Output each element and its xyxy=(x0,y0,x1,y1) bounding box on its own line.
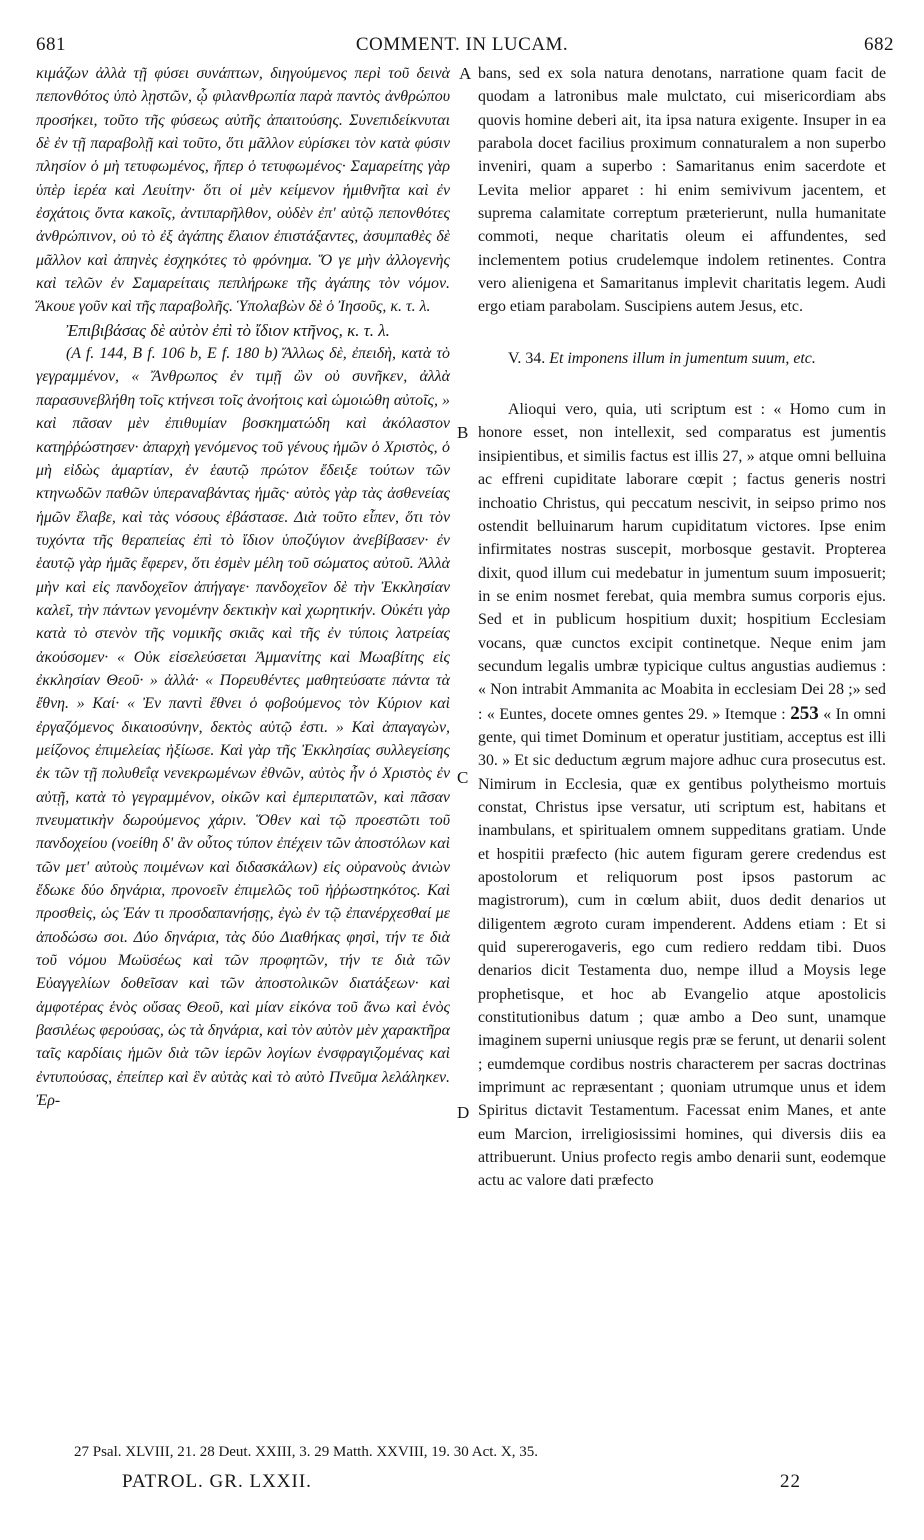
running-title: COMMENT. IN LUCAM. xyxy=(355,34,569,55)
latin-paragraph-2-part-2: « In omni gente, qui timet Dominum et operatur justitiam, acceptus est illi 30. » Et sic deductum ægrum majore adhuc cura prosecutus est. Nimirum in Ecclesia, quæ ex gentibus polytheismo mortuis constat, Christus ipse versatur, uti scriptum est, habitans et inambulans, et spiritualem omnem suppeditans gratiam. Unde et hospitii præfecto (hic autem figuram gerere credendus est apostolorum et reliquorum post ipsos pastorum ac magistrorum), cum in cœlum abiit, duos dedit denarios ut diligentem ægroto curam impenderent. Addens etiam : Et si quid supererogaveris, ego cum rediero reddam tibi. Duos denarios dicit Testamenta duo, nempe illud a Moysis lege prophetisque, et hoc ab Evangelio atque apostolicis constitutionibus datum ; quæ ambo a Deo sunt, unamque imaginem superni uniusque regis præ se ferunt, ut denarii solent ; eumdemque cordibus nostris characterem per sacras doctrinas imprimunt ac repræsentant ; quoniam utrumque unus et idem Spiritus dictavit Testamentum. Facessat enim Manes, et ante eum Marcion, irreligiosissimi homines, qui diversis diis ea attribuerunt. Unius profecto regis ambo denarii sunt, eodemque actu ac valore dati præfecto xyxy=(478,705,886,1190)
series-footer: PATROL. GR. LXXII. xyxy=(122,1471,312,1492)
signature-mark: 22 xyxy=(780,1471,801,1492)
latin-lemma-verse: V. 34. xyxy=(508,349,546,367)
latin-lemma xyxy=(478,347,886,370)
latin-lemma-text: Et imponens illum in jumentum suum, etc. xyxy=(549,349,816,367)
latin-paragraph-2 xyxy=(478,398,886,1193)
margin-marker-b: B xyxy=(457,423,469,442)
greek-column xyxy=(36,62,450,1112)
latin-column xyxy=(478,62,886,1193)
margin-marker-d: D xyxy=(457,1103,470,1122)
greek-paragraph-2: (A f. 144, B f. 106 b, E f. 180 b) Ἄλλως δὲ, ἐπειδὴ, κατὰ τὸ γεγραμμένον, « Ἄνθρωπος ἐν τιμῇ ὢν οὐ συνῆκεν, ἀλλὰ παρασυνεβλήθη τοῖς κτήνεσι τοῖς ἀνοήτοις καὶ ὡμοιώθη αὐτοῖς, » καὶ πᾶσαν μὲν ἐπιθυμίαν βοσκηματώδη καὶ ἀκόλαστον κατηῤῥώστησεν· ἀπαρχὴ γενόμενος τοῦ γένους ἡμῶν ὁ Χριστὸς, ὁ μὴ εἰδὼς ἁμαρτίαν, ἐν ἑαυτῷ πρώτον ἔδειξε τούτων τῶν κτηνωδῶν παθῶν ὑπεραναβάντας ἡμᾶς· αὐτὸς γὰρ τὰς ἀσθενείας ἡμῶν ἔλαβε, καὶ τὰς νόσους ἐβάστασε. Διὰ τοῦτο εἶπεν, ὅτι τὸν τυχόντα τῆς θεραπείας ἐπὶ τὸ ἴδιον ὑποζύγιον ἀνεβίβασεν· ἐν ἑαυτῷ γὰρ ἡμᾶς ἔφερεν, ὅτι ἐσμὲν μέλη τοῦ σώματος αὐτοῦ. Ἀλλὰ μὴν καὶ εἰς πανδοχεῖον ἀπήγαγε· πανδοχεῖον δὲ τὴν Ἐκκλησίαν καλεῖ, τὴν πάντων γενομένην δεκτικὴν καὶ χωρητικήν. Οὐκέτι γὰρ κατὰ τὸ στενὸν τῆς νομικῆς σκιᾶς καὶ τῆς ἐν τύποις λατρείας ἀκούσομεν· « Οὐκ εἰσελεύσεται Ἀμμανίτης καὶ Μωαβίτης εἰς ἐκκλησίαν Θεοῦ· » ἀλλά· « Πορευθέντες μαθητεύσατε πάντα τὰ ἔθνη. » Καί· « Ἐν παντὶ ἔθνει ὁ φοβούμενος τὸν Κύριον καὶ ἐργαζόμενος δικαιοσύνην, δεκτὸς αὐτῷ ἐστι. » Καὶ ἀπαγαγὼν, μείζονος ἐπιμελείας ἠξίωσε. Καὶ γὰρ τῆς Ἐκκλησίας συλλεγείσης ἐκ τῶν τῇ πολυθεΐᾳ νενεκρωμένων ἐθνῶν, αὐτὸς ἦν ὁ Χριστὸς ἐν αὐτῇ, κατὰ τὸ γεγραμμένον, οἰκῶν καὶ ἐμπεριπατῶν, καὶ πᾶσαν πνευματικὴν δωρούμενος χάριν. Ὅθεν καὶ τῷ προεστῶτι τοῦ πανδοχείου (νοείθη δ' ἂν οὗτος τύπον ἐπέχειν τῶν ἀποστόλων καὶ τῶν μετ' αὐτοὺς ποιμένων καὶ διδασκάλων) εἰς οὐρανοὺς ἀνιὼν ἔδωκε δύο δηνάρια, προνοεῖν ἐπιμελῶς τοῦ ἠῤῥωστηκότος. Καὶ προσθεὶς, ὡς Ἐάν τι προσδαπανήσῃς, ἐγὼ ἐν τῷ ἐπανέρχεσθαί με ἀποδώσω σοι. Δύο δηνάρια, τὰς δύο Διαθήκας φησὶ, τήν τε διὰ τοῦ νόμου Μωϋσέως καὶ τῶν προφητῶν, τήν τε διὰ τῶν Εὐαγγελίων δοθεῖσαν καὶ τῶν ἀποστολικῶν διατάξεων· καὶ ἀμφοτέρας ἑνὸς οὔσας Θεοῦ, καὶ μίαν εἰκόνα τοῦ ἄνω καὶ ἑνὸς βασιλέως φερούσας, ὡς τὰ δηνάρια, καὶ τὸν αὐτὸν μὲν χαρακτῆρα ταῖς καρδίαις ἡμῶν διὰ τῶν ἱερῶν λογίων ἐνσφραγιζομένας καὶ ἐντυπούσας, ἐπείπερ καὶ ἓν αὐτὰς καὶ τὸ αὐτὸ Πνεῦμα λελάληκεν. Ἐρ- xyxy=(36,345,450,1110)
greek-lemma: Ἐπιβιβάσας δὲ αὐτὸν ἐπὶ τὸ ἴδιον κτῆνος, κ. τ. λ. xyxy=(66,320,390,340)
latin-paragraph-1: bans, sed ex sola natura denotans, narratione quam facit de quodam a latronibus male mulctato, cui misericordiam abs quovis homine deberi ait, ita ipsa natura exigente. Insuper in ea parabola docet facilius proximum connaturalem a non superbo inveniri, quam a superbo : Samaritanus enim sacerdote et Levita melior apparet : hi enim semivivum jacentem, et suprema calamitate correptum præterierunt, nulla humanitate commoti, neque charitatis oleum ei affundentes, sed inclementem potius crudelemque indolem retinentes. Contra vero alienigena et Samaritanus implevit charitatis legem. Audi ergo etiam parabolam. Suscipiens autem Jesus, etc. xyxy=(478,65,886,316)
left-page-number: 681 xyxy=(36,34,66,55)
inline-page-number: 253 xyxy=(790,702,819,724)
footnotes: 27 Psal. XLVIII, 21. 28 Deut. XXIII, 3. 29 Matth. XXVIII, 19. 30 Act. X, 35. xyxy=(74,1444,538,1460)
latin-paragraph-2-part-1: Alioqui vero, quia, uti scriptum est : « Homo cum in honore esset, non intellexit, sed comparatus est jumentis insipientibus, et similis factus est illis 27, » atque omni belluina ac effreni cupiditate laborare cœpit ; factus generis nostri inchoatio Christus, qui peccatum nescivit, in seipso primo nos ostendit belluinarum harum cupiditatum victores. Ipse enim infirmitates nostras suscepit, morbosque gestavit. Propterea dixit, quod illum cui medebatur in jumentum suum imposuerit; in se enim nosmet ferebat, quia membra sumus corporis ejus. Sed et in publicum hospitium duxit; hospitium Ecclesiam vocans, quæ cunctos excipit continetque. Neque enim jam secundum legalis umbræ typicique cultus angustias audiemus : « Non intrabit Ammanita ac Moabita in ecclesiam Dei 28 ;» sed : « Euntes, docete omnes gentes 29. » Itemque : xyxy=(478,401,886,723)
right-page-number: 682 xyxy=(864,34,894,55)
margin-marker-a: A xyxy=(459,64,472,83)
greek-paragraph-1: κιμάζων ἀλλὰ τῇ φύσει συνάπτων, διηγούμενος περὶ τοῦ δεινὰ πεπονθότος ὑπὸ λῃστῶν, ᾧ φιλανθρωπία παρὰ παντὸς ἀνθρώπου προσήκει, τοῦτο τῆς φύσεως αὐτῆς ἀπαιτούσης. Συνεπιδείκνυται δὲ ἐν τῇ παραβολῇ καὶ τοῦτο, ὅτι μᾶλλον εὑρίσκει τὸν κατὰ φύσιν πλησίον ὁ μὴ τετυφωμένος, ἤπερ ὁ τετυφωμένος· Σαμαρείτης γὰρ ὑπὲρ ἱερέα καὶ Λευίτην· ὅτι οἱ μὲν κείμενον ἡμιθνῆτα καὶ ἐν ἐσχάτοις ὄντα κακοῖς, ἀντιπαρῆλθον, οὐδὲν ἐπ' αὐτῷ πεπονθότες ἀνθρώπινον, οὐ τὸ ἐξ ἀγάπης ἔλαιον ἐπιστάξαντες, ἀσυμπαθὲς δὲ μᾶλλον καὶ ἀπηνὲς ἐσχηκότες τὸ φρόνημα. Ὅ γε μὴν ἀλλογενὴς καὶ τελῶν ἐν Σαμαρείταις πεπλήρωκε τῆς ἀγάπης τὸν νόμον. Ἄκουε γοῦν καὶ τῆς παραβολῆς. Ὑπολαβὼν δὲ ὁ Ἰησοῦς, κ. τ. λ. xyxy=(36,65,450,316)
margin-marker-c: C xyxy=(457,768,469,787)
